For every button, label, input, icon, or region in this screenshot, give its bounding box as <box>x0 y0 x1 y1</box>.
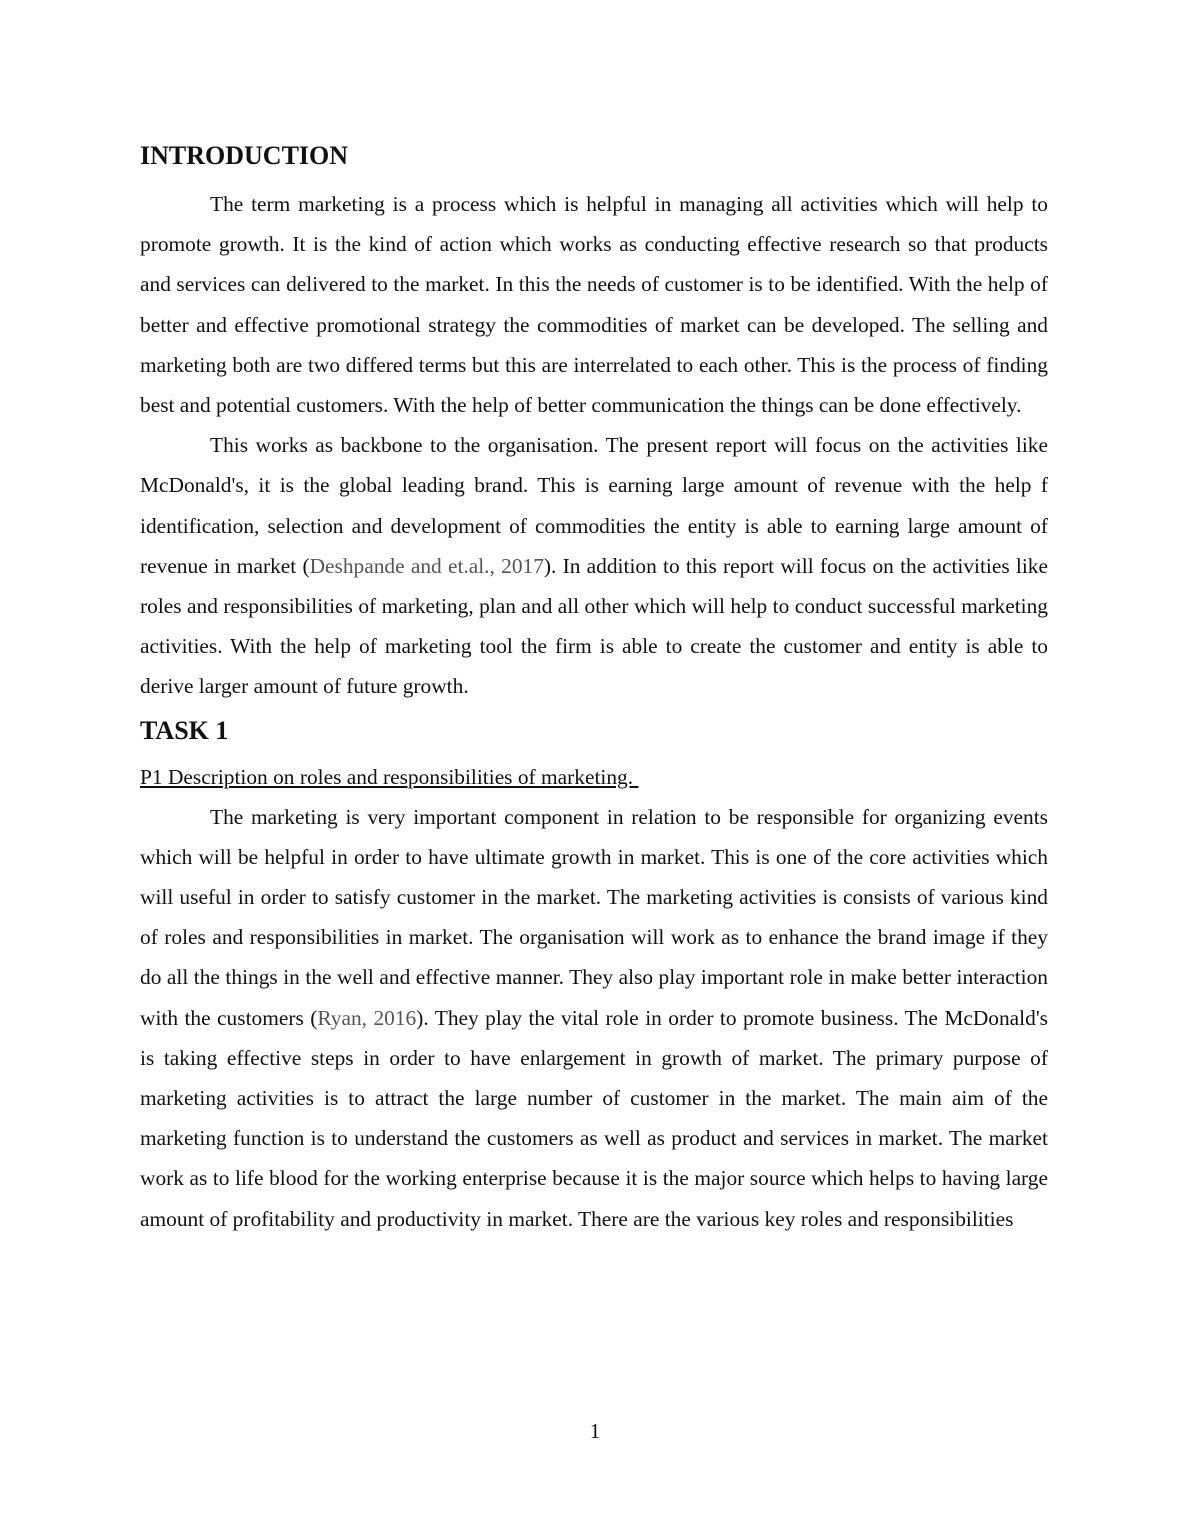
document-page <box>140 140 1048 1239</box>
introduction-heading: INTRODUCTION <box>140 141 349 170</box>
introduction-paragraph-2 <box>140 425 1048 706</box>
task-1-paragraph-1 <box>140 797 1048 1239</box>
page-number: 1 <box>589 1419 601 1443</box>
p1-subheading: P1 Description on roles and responsibilities of marketing. <box>140 764 639 789</box>
introduction-paragraph-2-text-end: ). In addition to this report will focus on the activities like roles and responsibilities of marketing, plan and all other which will help to conduct successful marketing activities. With the help of marketing tool the firm is able to create the customer and entity is able to derive larger amount of future growth. <box>140 553 1048 699</box>
task-1-paragraph-1-text-end: ). They play the vital role in order to promote business. The McDonald's is taking effective steps in order to have enlargement in growth of market. The primary purpose of marketing activities is to attract the large number of customer in the market. The main aim of the marketing function is to understand the customers as well as product and services in market. The market work as to life blood for the working enterprise because it is the major source which helps to having large amount of profitability and productivity in market. There are the various key roles and responsibilities <box>140 1005 1048 1231</box>
citation-deshpande: Deshpande and et.al., 2017 <box>309 553 544 578</box>
introduction-paragraph-1: The term marketing is a process which is helpful in managing all activities which will help to promote growth. It is the kind of action which works as conducting effective research so that products and services can delivered to the market. In this the needs of customer is to be identified. With the help of better and effective promotional strategy the commodities of market can be developed. The selling and marketing both are two differed terms but this are interrelated to each other. This is the process of finding best and potential customers. With the help of better communication the things can be done effectively. <box>140 192 1048 418</box>
task-1-paragraph-1-text-start: The marketing is very important component in relation to be responsible for organizing events which will be helpful in order to have ultimate growth in market. This is one of the core activities which will useful in order to satisfy customer in the market. The marketing activities is consists of various kind of roles and responsibilities in market. The organisation will work as to enhance the brand image if they do all the things in the well and effective manner. They also play important role in make better interaction with the customers ( <box>140 804 1048 1030</box>
task-1-heading: TASK 1 <box>140 715 229 745</box>
citation-ryan: Ryan, 2016 <box>317 1005 417 1030</box>
introduction-paragraph-2-text-start: This works as backbone to the organisation. The present report will focus on the activities like McDonald's, it is the global leading brand. This is earning large amount of revenue with the help f identification, selection and development of commodities the entity is able to earning large amount of revenue in market ( <box>140 433 1048 578</box>
